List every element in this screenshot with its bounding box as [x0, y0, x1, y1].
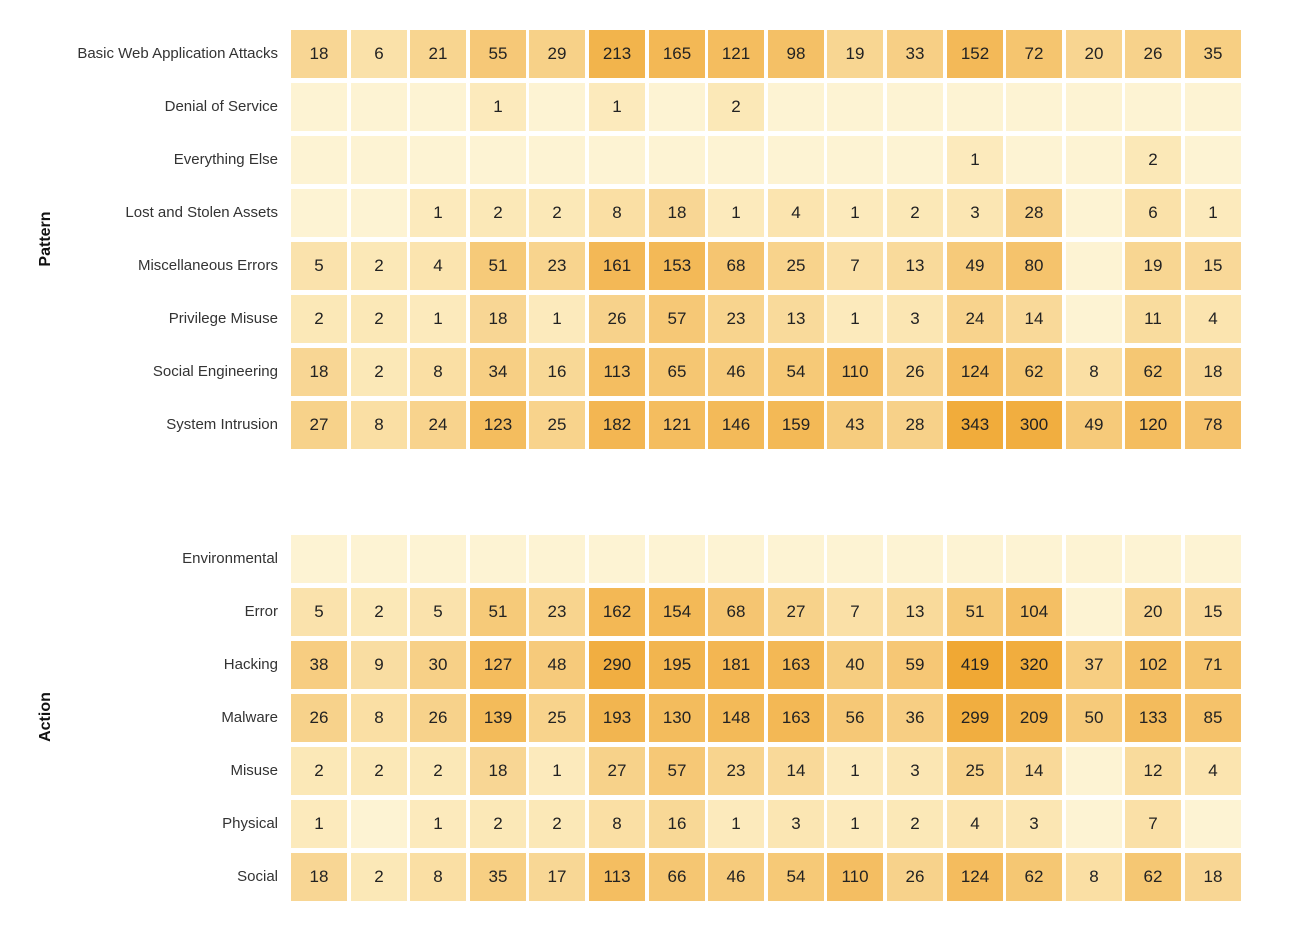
heatmap-cell: 2: [470, 800, 526, 848]
heatmap-cell: [351, 800, 407, 848]
heatmap-cell: [947, 83, 1003, 131]
heatmap-cell: [1066, 588, 1122, 636]
heatmap-cell: 7: [827, 588, 883, 636]
heatmap-cell: 1: [410, 295, 466, 343]
heatmap-cell: 18: [291, 30, 347, 78]
heatmap-cell: 133: [1125, 694, 1181, 742]
heatmap-cell: 102: [1125, 641, 1181, 689]
heatmap-cell: 299: [947, 694, 1003, 742]
heatmap-cell: 18: [1185, 348, 1241, 396]
heatmap-cell: 27: [291, 401, 347, 449]
heatmap-cell: 56: [827, 694, 883, 742]
heatmap-cell: 343: [947, 401, 1003, 449]
heatmap-cell: 3: [887, 295, 943, 343]
heatmap-cell: 146: [708, 401, 764, 449]
heatmap-cell: 4: [768, 189, 824, 237]
heatmap-cell: 130: [649, 694, 705, 742]
heatmap-cell: 57: [649, 295, 705, 343]
heatmap-cell: [1125, 535, 1181, 583]
heatmap-cell: 2: [887, 800, 943, 848]
heatmap-cell: [1185, 535, 1241, 583]
heatmap-cell: 139: [470, 694, 526, 742]
heatmap-cell: 193: [589, 694, 645, 742]
heatmap-cell: [827, 535, 883, 583]
heatmap-cell: 8: [410, 348, 466, 396]
heatmap-cell: [649, 83, 705, 131]
heatmap-cell: 110: [827, 348, 883, 396]
heatmap-cell: 182: [589, 401, 645, 449]
heatmap-cell: 51: [947, 588, 1003, 636]
heatmap-cell: 68: [708, 242, 764, 290]
heatmap-cell: 54: [768, 853, 824, 901]
heatmap-cell: 152: [947, 30, 1003, 78]
heatmap-cell: 46: [708, 853, 764, 901]
row-label: Misuse: [230, 762, 278, 779]
heatmap-cell: 110: [827, 853, 883, 901]
heatmap-cell: 40: [827, 641, 883, 689]
heatmap-cell: [529, 535, 585, 583]
heatmap-cell: 50: [1066, 694, 1122, 742]
heatmap-cell: 27: [768, 588, 824, 636]
heatmap-cell: 4: [410, 242, 466, 290]
heatmap-cell: 62: [1125, 853, 1181, 901]
heatmap-cell: 13: [887, 588, 943, 636]
heatmap-cell: [351, 83, 407, 131]
heatmap-cell: 123: [470, 401, 526, 449]
row-label: Lost and Stolen Assets: [125, 204, 278, 221]
heatmap-cell: [1066, 83, 1122, 131]
heatmap-cell: 1: [827, 189, 883, 237]
heatmap-cell: 24: [947, 295, 1003, 343]
heatmap-cell: [1185, 136, 1241, 184]
heatmap-cell: 12: [1125, 747, 1181, 795]
heatmap-cell: 1: [708, 189, 764, 237]
heatmap-cell: [291, 535, 347, 583]
heatmap-cell: 5: [291, 588, 347, 636]
heatmap-cell: 1: [529, 747, 585, 795]
heatmap-cell: 26: [410, 694, 466, 742]
heatmap-cell: 127: [470, 641, 526, 689]
heatmap-cell: 2: [708, 83, 764, 131]
heatmap-cell: 25: [947, 747, 1003, 795]
heatmap-cell: 18: [470, 747, 526, 795]
heatmap-cell: 55: [470, 30, 526, 78]
heatmap-cell: 4: [1185, 747, 1241, 795]
heatmap-cell: 159: [768, 401, 824, 449]
heatmap-cell: 15: [1185, 588, 1241, 636]
heatmap-cell: 18: [291, 348, 347, 396]
heatmap-cell: 2: [351, 747, 407, 795]
heatmap-cell: [708, 535, 764, 583]
heatmap-cell: 26: [291, 694, 347, 742]
heatmap-cell: [410, 136, 466, 184]
heatmap-cell: [351, 535, 407, 583]
heatmap-cell: 62: [1006, 348, 1062, 396]
heatmap-cell: 2: [351, 295, 407, 343]
heatmap-cell: 181: [708, 641, 764, 689]
heatmap-cell: 35: [1185, 30, 1241, 78]
heatmap-cell: 113: [589, 853, 645, 901]
heatmap-cell: [768, 136, 824, 184]
heatmap-cell: 2: [351, 853, 407, 901]
heatmap-cell: 38: [291, 641, 347, 689]
heatmap-cell: 80: [1006, 242, 1062, 290]
heatmap-cell: 14: [768, 747, 824, 795]
heatmap-cell: 66: [649, 853, 705, 901]
heatmap-cell: 3: [1006, 800, 1062, 848]
heatmap-cell: 14: [1006, 295, 1062, 343]
heatmap-cell: 34: [470, 348, 526, 396]
heatmap-cell: [589, 535, 645, 583]
axis-title-action: Action: [37, 692, 54, 742]
heatmap-cell: 18: [1185, 853, 1241, 901]
heatmap-cell: 1: [410, 189, 466, 237]
heatmap-cell: 26: [887, 853, 943, 901]
heatmap-cell: 46: [708, 348, 764, 396]
heatmap-cell: [1066, 189, 1122, 237]
heatmap-cell: 300: [1006, 401, 1062, 449]
heatmap-cell: 8: [410, 853, 466, 901]
heatmap-cell: 57: [649, 747, 705, 795]
heatmap-cell: [1185, 800, 1241, 848]
heatmap-cell: [589, 136, 645, 184]
row-label: Everything Else: [173, 151, 278, 168]
heatmap-cell: 104: [1006, 588, 1062, 636]
heatmap-cell: 19: [827, 30, 883, 78]
heatmap-cell: 23: [529, 242, 585, 290]
heatmap-cell: 124: [947, 853, 1003, 901]
heatmap-cell: 33: [887, 30, 943, 78]
heatmap-cell: 36: [887, 694, 943, 742]
heatmap-cell: 3: [768, 800, 824, 848]
heatmap-cell: 2: [351, 242, 407, 290]
heatmap-cell: 4: [1185, 295, 1241, 343]
heatmap-cell: 7: [827, 242, 883, 290]
heatmap-cell: 3: [947, 189, 1003, 237]
heatmap-cell: 26: [887, 348, 943, 396]
heatmap-cell: 163: [768, 641, 824, 689]
heatmap-cell: 8: [351, 401, 407, 449]
row-label: Error: [244, 603, 278, 620]
heatmap-cell: [1066, 295, 1122, 343]
heatmap-cell: 2: [351, 588, 407, 636]
heatmap-cell: 28: [887, 401, 943, 449]
heatmap-cell: 15: [1185, 242, 1241, 290]
heatmap-cell: 2: [470, 189, 526, 237]
heatmap-cell: 23: [708, 747, 764, 795]
heatmap-cell: 62: [1006, 853, 1062, 901]
heatmap-cell: 49: [947, 242, 1003, 290]
heatmap-cell: 2: [887, 189, 943, 237]
heatmap-cell: 1: [291, 800, 347, 848]
heatmap-cell: 162: [589, 588, 645, 636]
row-label: Hacking: [223, 656, 278, 673]
heatmap-cell: 21: [410, 30, 466, 78]
heatmap-cell: [708, 136, 764, 184]
heatmap-cell: 195: [649, 641, 705, 689]
heatmap-cell: [1066, 535, 1122, 583]
heatmap-cell: [291, 136, 347, 184]
heatmap-cell: 2: [529, 800, 585, 848]
heatmap-cell: 25: [529, 694, 585, 742]
heatmap-cell: [1125, 83, 1181, 131]
heatmap-cell: 2: [529, 189, 585, 237]
heatmap-cell: 98: [768, 30, 824, 78]
heatmap-cell: 1: [529, 295, 585, 343]
heatmap-cell: 8: [351, 694, 407, 742]
heatmap-cell: [1006, 136, 1062, 184]
heatmap-cell: 54: [768, 348, 824, 396]
heatmap-cell: 1: [947, 136, 1003, 184]
axis-title-pattern: Pattern: [37, 211, 54, 267]
heatmap-cell: 213: [589, 30, 645, 78]
heatmap-cell: 7: [1125, 800, 1181, 848]
heatmap-cell: 1: [470, 83, 526, 131]
heatmap-cell: [529, 136, 585, 184]
heatmap-cell: 8: [589, 189, 645, 237]
heatmap-cell: [351, 189, 407, 237]
heatmap-cell: [649, 136, 705, 184]
heatmap-cell: 28: [1006, 189, 1062, 237]
heatmap-cell: 1: [827, 747, 883, 795]
row-label: Malware: [221, 709, 278, 726]
heatmap-cell: 18: [291, 853, 347, 901]
heatmap-cell: [291, 83, 347, 131]
heatmap-cell: [649, 535, 705, 583]
heatmap-cell: 419: [947, 641, 1003, 689]
heatmap-cell: 290: [589, 641, 645, 689]
heatmap-cell: 51: [470, 588, 526, 636]
heatmap-cell: 153: [649, 242, 705, 290]
heatmap-cell: 85: [1185, 694, 1241, 742]
heatmap-cell: 72: [1006, 30, 1062, 78]
heatmap-cell: 14: [1006, 747, 1062, 795]
heatmap-cell: 154: [649, 588, 705, 636]
row-label: System Intrusion: [166, 416, 278, 433]
heatmap-cell: [1066, 747, 1122, 795]
heatmap-cell: 8: [589, 800, 645, 848]
heatmap-cell: 23: [529, 588, 585, 636]
heatmap-cell: 121: [649, 401, 705, 449]
heatmap-cell: 2: [291, 747, 347, 795]
heatmap-cell: 6: [1125, 189, 1181, 237]
heatmap-cell: 9: [351, 641, 407, 689]
heatmap-cell: 8: [1066, 348, 1122, 396]
heatmap-cell: 113: [589, 348, 645, 396]
heatmap-cell: 16: [649, 800, 705, 848]
heatmap-cell: 19: [1125, 242, 1181, 290]
heatmap-cell: 6: [351, 30, 407, 78]
heatmap-cell: 71: [1185, 641, 1241, 689]
heatmap-cell: 1: [589, 83, 645, 131]
heatmap-cell: [887, 83, 943, 131]
heatmap-cell: 165: [649, 30, 705, 78]
heatmap-cell: [410, 83, 466, 131]
heatmap-cell: 18: [470, 295, 526, 343]
heatmap-cell: 1: [1185, 189, 1241, 237]
heatmap-cell: [1006, 535, 1062, 583]
heatmap-cell: [351, 136, 407, 184]
heatmap-cell: 35: [470, 853, 526, 901]
heatmap-cell: 43: [827, 401, 883, 449]
heatmap-cell: 2: [291, 295, 347, 343]
heatmap-cell: 1: [410, 800, 466, 848]
heatmap-cell: 13: [768, 295, 824, 343]
heatmap-cell: [470, 136, 526, 184]
heatmap-cell: 59: [887, 641, 943, 689]
heatmap-cell: [887, 136, 943, 184]
heatmap-cell: [1066, 800, 1122, 848]
heatmap-cell: [827, 83, 883, 131]
heatmap-cell: 68: [708, 588, 764, 636]
heatmap-cell: 8: [1066, 853, 1122, 901]
heatmap-cell: [768, 83, 824, 131]
heatmap-cell: 17: [529, 853, 585, 901]
heatmap-cell: 3: [887, 747, 943, 795]
heatmap-cell: 13: [887, 242, 943, 290]
heatmap-cell: [529, 83, 585, 131]
heatmap-cell: 5: [291, 242, 347, 290]
heatmap-cell: 65: [649, 348, 705, 396]
heatmap-cell: [887, 535, 943, 583]
heatmap-cell: 25: [768, 242, 824, 290]
row-label: Basic Web Application Attacks: [77, 45, 278, 62]
heatmap-cell: 5: [410, 588, 466, 636]
row-label: Denial of Service: [164, 98, 278, 115]
heatmap-cell: [1185, 83, 1241, 131]
row-label: Privilege Misuse: [168, 310, 278, 327]
heatmap-cell: 62: [1125, 348, 1181, 396]
heatmap-cell: 37: [1066, 641, 1122, 689]
heatmap-cell: 51: [470, 242, 526, 290]
row-label: Physical: [222, 815, 278, 832]
heatmap-cell: 320: [1006, 641, 1062, 689]
heatmap-cell: 120: [1125, 401, 1181, 449]
heatmap-cell: 1: [827, 800, 883, 848]
row-label: Social Engineering: [152, 363, 278, 380]
heatmap-cell: 27: [589, 747, 645, 795]
heatmap-cell: [1006, 83, 1062, 131]
heatmap-cell: [827, 136, 883, 184]
heatmap-cell: 161: [589, 242, 645, 290]
heatmap-cell: 121: [708, 30, 764, 78]
heatmap-cell: [947, 535, 1003, 583]
heatmap-cell: 24: [410, 401, 466, 449]
heatmap-cell: [470, 535, 526, 583]
heatmap-cell: 2: [410, 747, 466, 795]
heatmap-cell: 25: [529, 401, 585, 449]
heatmap-cell: 20: [1066, 30, 1122, 78]
heatmap-cell: 49: [1066, 401, 1122, 449]
row-label: Social: [237, 868, 278, 885]
heatmap-cell: [1066, 136, 1122, 184]
heatmap-cell: 30: [410, 641, 466, 689]
heatmap-cell: 148: [708, 694, 764, 742]
heatmap-cell: 20: [1125, 588, 1181, 636]
row-label: Miscellaneous Errors: [137, 257, 278, 274]
heatmap-cell: 1: [708, 800, 764, 848]
heatmap-cell: 23: [708, 295, 764, 343]
heatmap-cell: 209: [1006, 694, 1062, 742]
heatmap-cell: [1066, 242, 1122, 290]
heatmap-cell: [410, 535, 466, 583]
heatmap-cell: 78: [1185, 401, 1241, 449]
row-label: Environmental: [182, 550, 278, 567]
heatmap-cell: 2: [351, 348, 407, 396]
heatmap-cell: [768, 535, 824, 583]
heatmap-cell: 124: [947, 348, 1003, 396]
heatmap-cell: 48: [529, 641, 585, 689]
heatmap-cell: [291, 189, 347, 237]
heatmap-cell: 18: [649, 189, 705, 237]
heatmap-cell: 4: [947, 800, 1003, 848]
heatmap-cell: 26: [589, 295, 645, 343]
heatmap-cell: 26: [1125, 30, 1181, 78]
heatmap-cell: 16: [529, 348, 585, 396]
heatmap-cell: 29: [529, 30, 585, 78]
heatmap-cell: 11: [1125, 295, 1181, 343]
heatmap-cell: 2: [1125, 136, 1181, 184]
heatmap-cell: 1: [827, 295, 883, 343]
heatmap-cell: 163: [768, 694, 824, 742]
